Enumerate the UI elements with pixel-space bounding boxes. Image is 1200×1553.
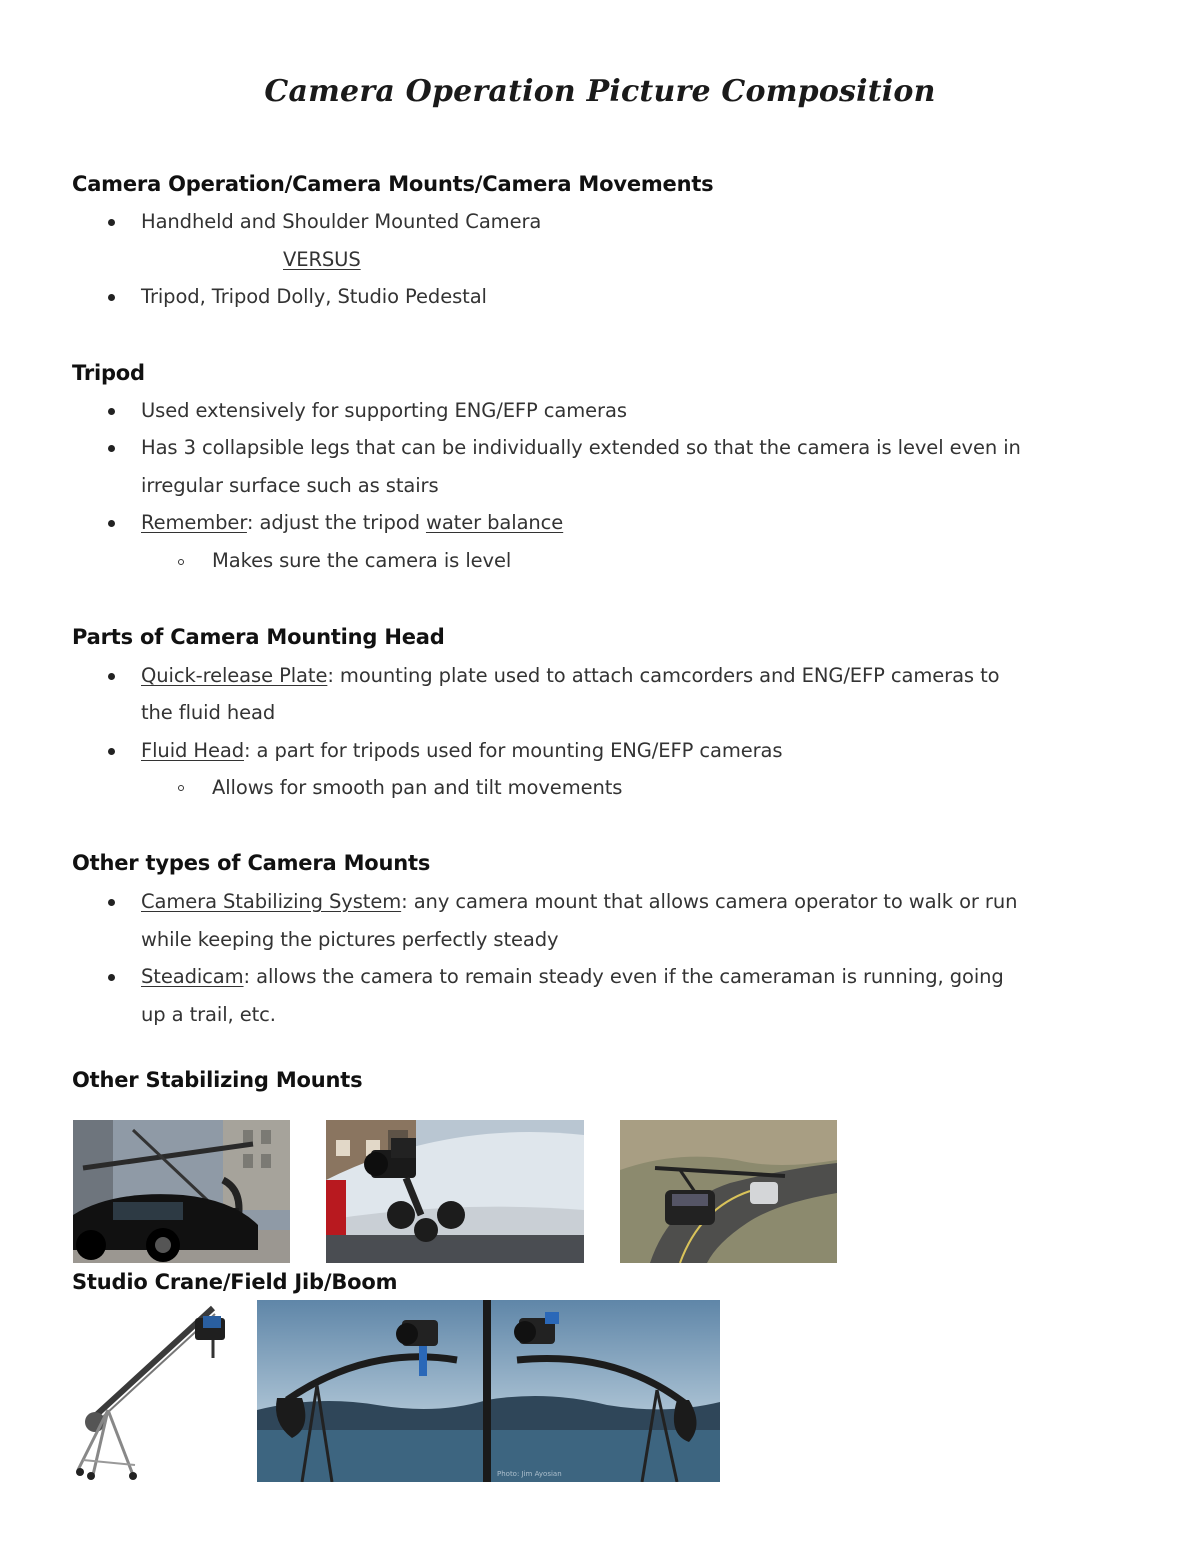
section-heading-tripod: Tripod xyxy=(72,361,145,385)
page-title: Camera Operation Picture Composition xyxy=(264,74,936,109)
section-heading-studio-crane: Studio Crane/Field Jib/Boom xyxy=(72,1270,398,1294)
car-crane-photo xyxy=(73,1120,290,1263)
bullet xyxy=(108,445,115,452)
versus-label: VERSUS xyxy=(283,248,361,271)
bullet xyxy=(108,520,115,527)
term-fluid-head: Fluid Head xyxy=(141,739,244,762)
section-heading-stabilizing-mounts: Other Stabilizing Mounts xyxy=(72,1068,363,1092)
bullet xyxy=(108,673,115,680)
section-heading-camera-operation: Camera Operation/Camera Mounts/Camera Movements xyxy=(72,172,714,196)
lake-jib-photo xyxy=(257,1300,720,1482)
item-text: : mounting plate used to attach camcorders and ENG/EFP cameras to xyxy=(327,664,1000,687)
road-car-mount-photo xyxy=(620,1120,837,1263)
list-item: Used extensively for supporting ENG/EFP cameras xyxy=(141,399,627,422)
term-water-balance: water balance xyxy=(425,511,564,534)
term-steadicam: Steadicam xyxy=(141,965,244,988)
list-item: Has 3 collapsible legs that can be individually extended so that the camera is level even in xyxy=(141,436,1021,459)
list-item xyxy=(141,666,999,686)
section-heading-other-mounts: Other types of Camera Mounts xyxy=(72,851,431,875)
sub-list-item: Makes sure the camera is level xyxy=(212,549,512,572)
section-heading-mounting-head: Parts of Camera Mounting Head xyxy=(72,625,445,649)
jib-crane-photo xyxy=(73,1300,238,1482)
term-remember: Remember xyxy=(141,511,247,534)
sub-bullet xyxy=(178,785,184,791)
term-quick-release-plate: Quick-release Plate xyxy=(141,664,328,687)
sub-bullet xyxy=(178,559,184,565)
bullet xyxy=(108,294,115,301)
item-text: : a part for tripods used for mounting ENG/EFP cameras xyxy=(243,739,783,762)
list-item xyxy=(141,513,563,533)
list-item-continuation: up a trail, etc. xyxy=(141,1003,276,1026)
list-item-continuation: irregular surface such as stairs xyxy=(141,474,439,497)
bullet xyxy=(108,974,115,981)
list-item xyxy=(141,741,782,761)
sub-list-item: Allows for smooth pan and tilt movements xyxy=(212,776,623,799)
bullet xyxy=(108,748,115,755)
list-item-continuation: the fluid head xyxy=(141,701,276,724)
term-camera-stabilizing-system: Camera Stabilizing System xyxy=(141,890,402,913)
item-text: : adjust the tripod xyxy=(246,511,426,534)
list-item xyxy=(141,967,1004,987)
bullet xyxy=(108,219,115,226)
photo-watermark: Photo: Jim Ayosian xyxy=(497,1470,562,1478)
list-item: Tripod, Tripod Dolly, Studio Pedestal xyxy=(141,285,487,308)
bullet xyxy=(108,899,115,906)
item-text: : any camera mount that allows camera operator to walk or run xyxy=(401,890,1018,913)
bullet xyxy=(108,408,115,415)
list-item xyxy=(141,892,1017,912)
list-item-continuation: while keeping the pictures perfectly steady xyxy=(141,928,559,951)
item-text: : allows the camera to remain steady even if the cameraman is running, going xyxy=(243,965,1004,988)
suction-mount-photo xyxy=(326,1120,584,1263)
list-item: Handheld and Shoulder Mounted Camera xyxy=(141,210,542,233)
